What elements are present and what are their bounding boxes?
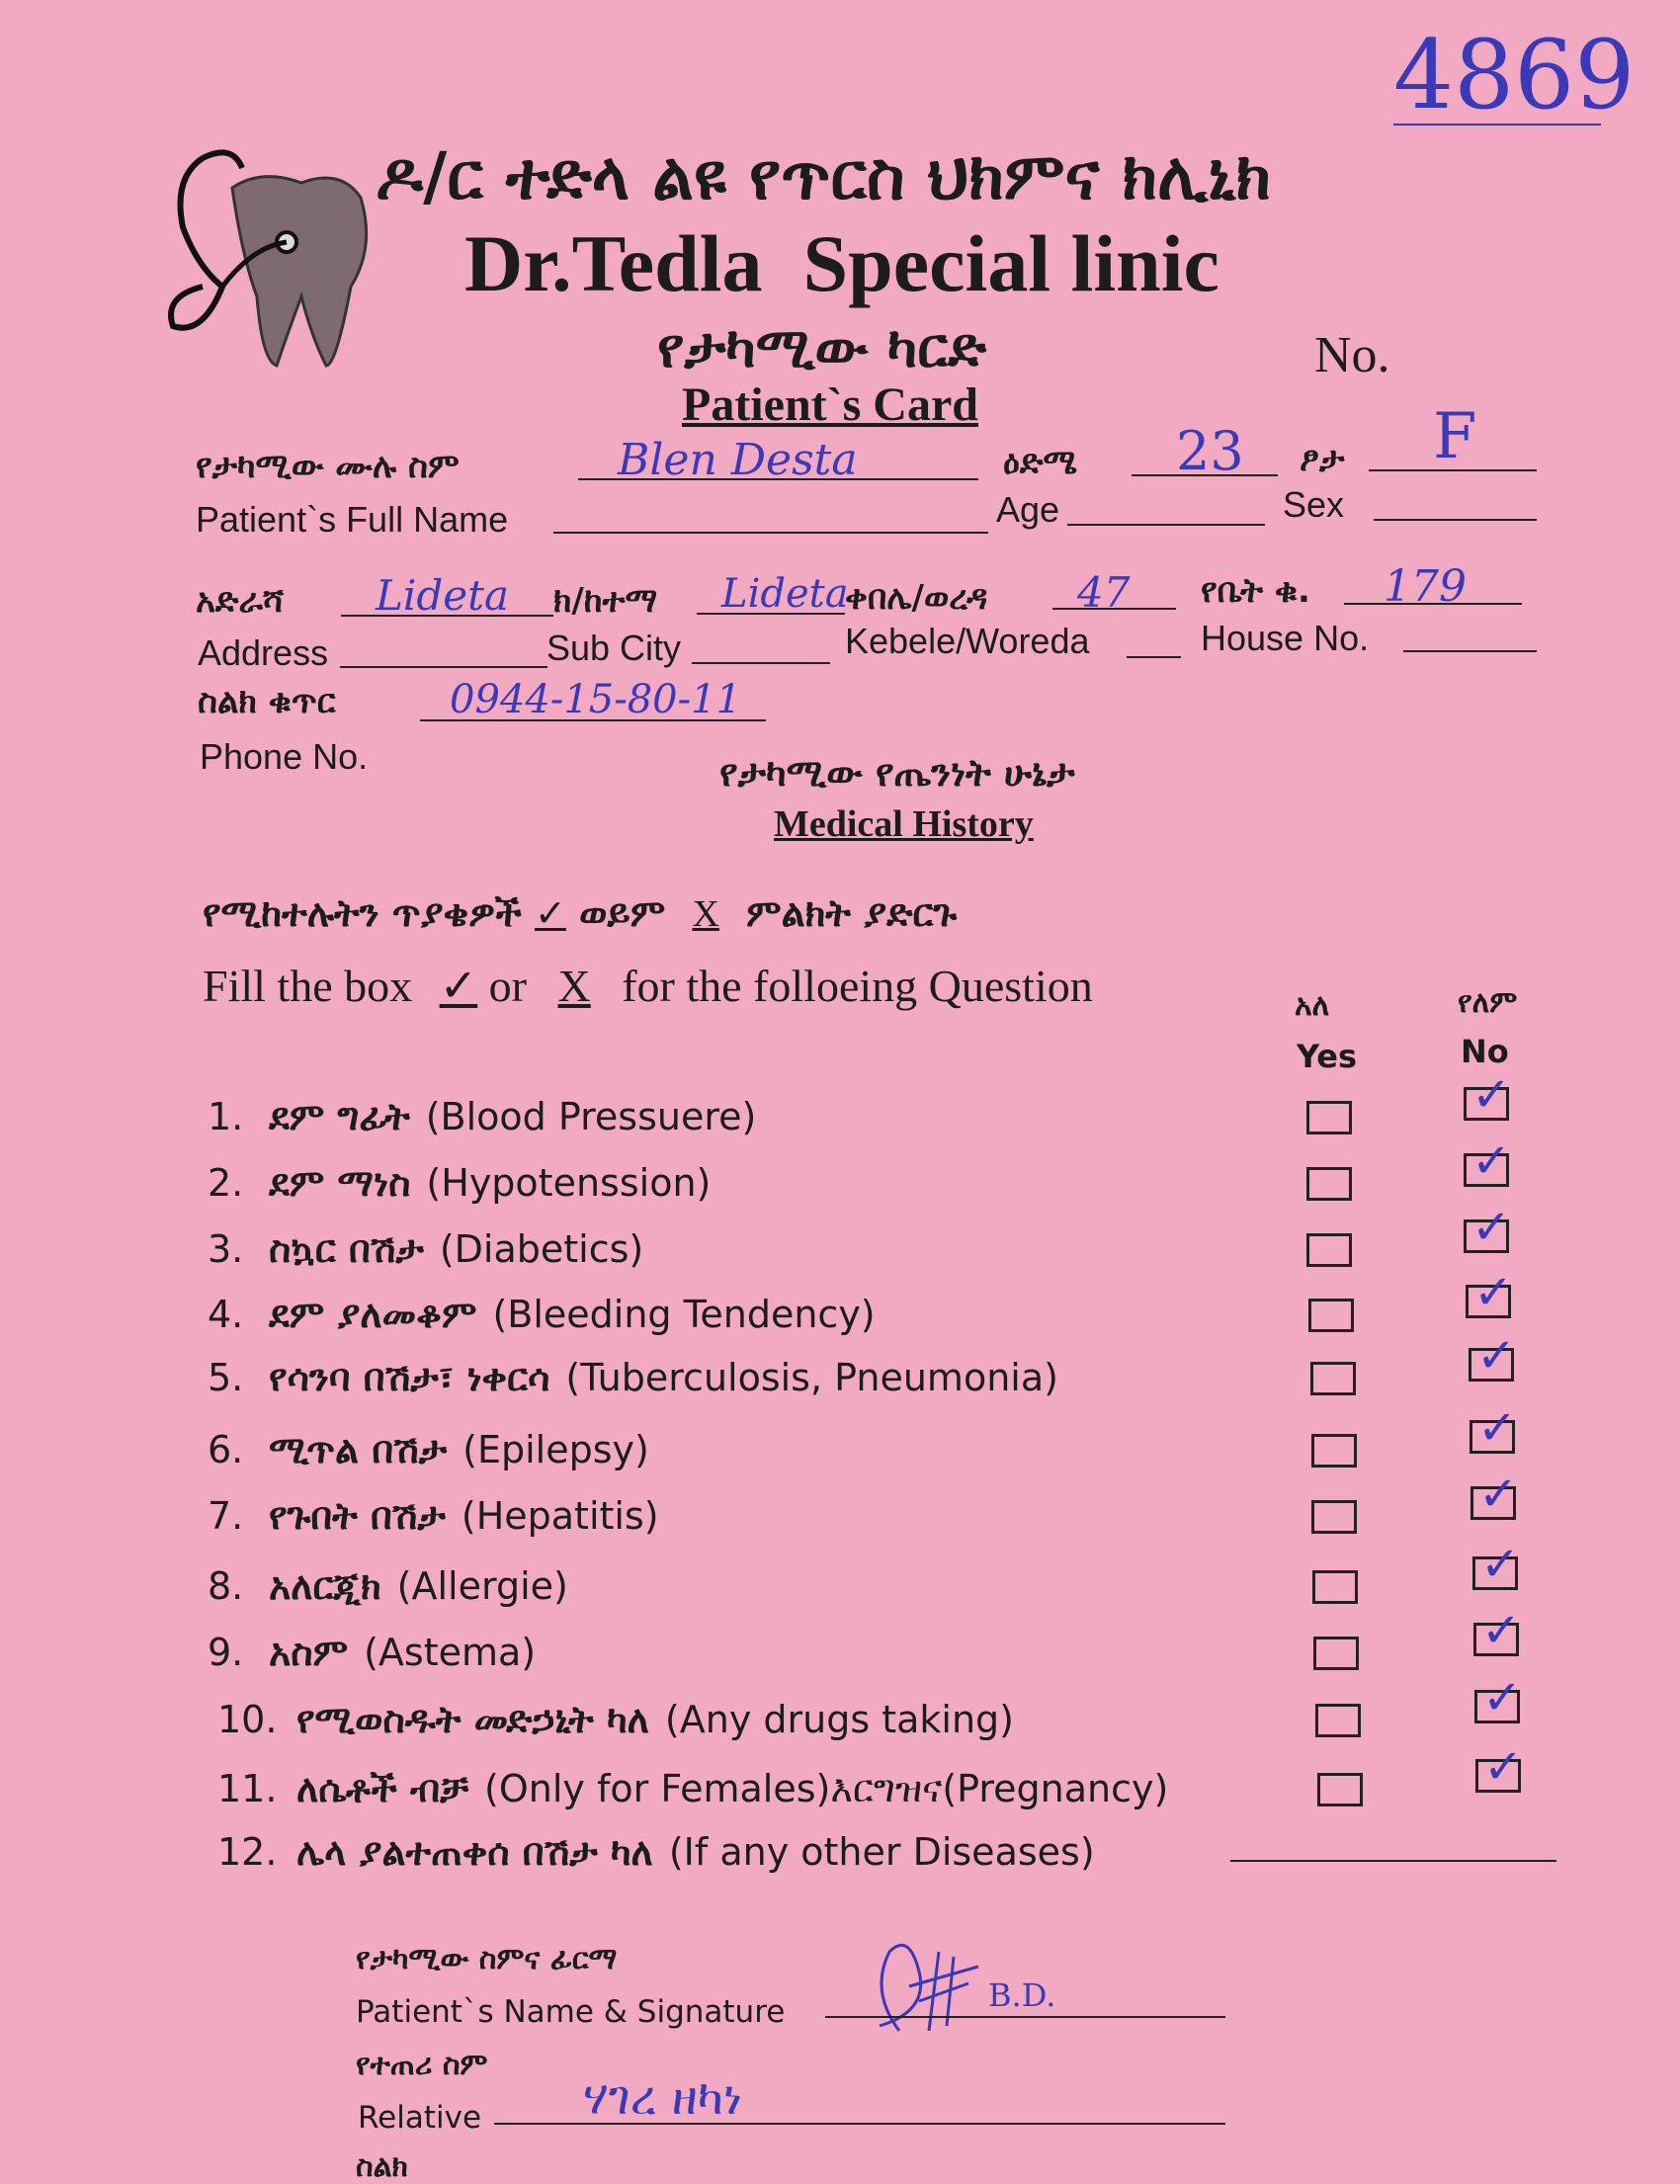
phone-label-am: ስልክ ቁጥር	[198, 682, 336, 721]
question-2	[208, 1161, 711, 1206]
subcity-label-am: ክ/ከተማ	[553, 581, 658, 621]
question-number: 8.	[208, 1564, 244, 1608]
form-number: 4869	[1393, 20, 1636, 130]
question-amharic: የጉበት በሽታ	[269, 1494, 446, 1538]
phone-label-en: Phone No.	[200, 736, 369, 777]
medical-history-title-en: Medical History	[774, 803, 1034, 845]
subcity-line-en	[692, 662, 830, 664]
question-english: (Diabetics)	[439, 1227, 644, 1271]
question-english: (Hypotenssion)	[426, 1161, 712, 1205]
question-amharic: ደም ማነስ	[269, 1161, 411, 1205]
tooth-stethoscope-logo	[163, 138, 376, 376]
house-label-en: House No.	[1201, 618, 1370, 658]
question-amharic: ሚጥል በሽታ	[269, 1428, 448, 1471]
clinic-name-english: Dr.Tedla Special linic	[464, 218, 1219, 308]
yes-checkbox-4[interactable]	[1308, 1299, 1354, 1332]
relative-label-en: Relative	[358, 2100, 482, 2136]
question-number: 3.	[208, 1227, 244, 1271]
question-english: (Astema)	[364, 1631, 537, 1674]
instruction-am-part2: ወይም	[579, 891, 666, 935]
yes-checkbox-6[interactable]	[1311, 1434, 1357, 1468]
subcity-value: Lideta	[721, 571, 849, 617]
full-name-line-en	[553, 532, 988, 534]
question-4	[208, 1293, 876, 1337]
answer-tick-11: ✓	[1483, 1739, 1524, 1795]
instruction-en-part1: Fill the box	[203, 961, 413, 1011]
answer-tick-1: ✓	[1471, 1067, 1512, 1123]
answer-tick-5: ✓	[1476, 1328, 1517, 1384]
question-english: (Allergie)	[396, 1564, 568, 1608]
question-11	[217, 1767, 1168, 1811]
yes-checkbox-8[interactable]	[1312, 1570, 1358, 1604]
subcity-line-am	[697, 613, 845, 615]
instruction-am-part1: የሚከተሉትን ጥያቄዎች	[203, 891, 522, 935]
full-name-label-am: የታካሚው ሙሉ ስም	[196, 447, 460, 486]
clinic-name-amharic: ዶ/ር ተድላ ልዩ የጥርስ ህክምና ክሊኒክ	[376, 138, 1272, 214]
x-mark-symbol: X	[692, 893, 719, 935]
yes-checkbox-5[interactable]	[1310, 1362, 1356, 1395]
question-7	[208, 1494, 659, 1539]
instruction-am-part3: ምልክት ያድርጉ	[746, 891, 958, 935]
kebele-label-am: ቀበሌ/ወረዳ	[845, 578, 988, 618]
sex-line-en	[1374, 519, 1537, 521]
yes-checkbox-7[interactable]	[1311, 1500, 1357, 1534]
phone-line	[420, 719, 766, 721]
question-english: (Hepatitis)	[461, 1494, 659, 1538]
yes-checkbox-10[interactable]	[1315, 1704, 1361, 1737]
question-number: 1.	[208, 1095, 244, 1138]
question-amharic: ስኳር በሽታ	[269, 1227, 424, 1271]
question-number: 7.	[208, 1494, 244, 1538]
question-9	[208, 1631, 536, 1675]
phone-value: 0944-15-80-11	[450, 677, 742, 722]
age-value: 23	[1176, 420, 1244, 482]
yes-header-en: Yes	[1297, 1038, 1357, 1075]
address-line-am	[341, 615, 553, 617]
relative-value: ሃገረ ዘካነ	[583, 2070, 743, 2126]
kebele-line-en	[1127, 656, 1181, 658]
answer-tick-3: ✓	[1471, 1200, 1512, 1255]
question-1	[208, 1095, 756, 1139]
house-value: 179	[1384, 561, 1467, 612]
question-5	[208, 1356, 1058, 1400]
yes-checkbox-9[interactable]	[1313, 1637, 1359, 1670]
footer-phone-label-am: ስልክ	[356, 2149, 408, 2184]
answer-tick-7: ✓	[1478, 1467, 1519, 1522]
yes-checkbox-3[interactable]	[1306, 1233, 1352, 1267]
yes-checkbox-2[interactable]	[1306, 1167, 1352, 1201]
answer-tick-2: ✓	[1471, 1134, 1512, 1189]
question-12-english: (If any other Diseases)	[668, 1830, 1095, 1874]
answer-tick-8: ✓	[1480, 1537, 1521, 1592]
signature-line[interactable]	[825, 2016, 1225, 2018]
instruction-en-part3: for the folloeing Question	[622, 961, 1093, 1011]
card-title-english: Patient`s Card	[682, 378, 978, 431]
sex-label-en: Sex	[1283, 484, 1345, 525]
question-amharic: የሚወስዱት መድኃኒት ካለ	[296, 1698, 649, 1741]
question-number: 11.	[217, 1767, 278, 1810]
answer-tick-10: ✓	[1482, 1670, 1523, 1725]
x-mark-symbol-en: X	[557, 961, 591, 1011]
sex-value: F	[1433, 400, 1477, 473]
house-label-am: የቤት ቁ.	[1201, 571, 1310, 611]
address-label-am: አድራሻ	[196, 581, 285, 621]
question-english: (Bleeding Tendency)	[492, 1293, 876, 1336]
question-english: (Epilepsy)	[462, 1428, 649, 1471]
question-english: (Blood Pressuere)	[425, 1095, 757, 1138]
kebele-value: 47	[1077, 568, 1131, 617]
question-10	[217, 1698, 1014, 1742]
instruction-amharic	[203, 891, 957, 936]
signature-label-am: የታካሚው ስምና ፊርማ	[356, 1942, 618, 1976]
question-8	[208, 1564, 568, 1609]
signature-label-en: Patient`s Name & Signature	[356, 1994, 786, 2030]
relative-label-am: የተጠሪ ስም	[356, 2048, 488, 2082]
question-amharic: ደም ያለመቆም	[269, 1293, 477, 1336]
age-line-am	[1132, 474, 1278, 476]
question-number: 10.	[217, 1698, 278, 1741]
sex-label-am: ፆታ	[1300, 440, 1345, 479]
signature-value: B.D.	[988, 1976, 1056, 2014]
question-number: 9.	[208, 1631, 244, 1674]
instruction-english	[203, 959, 1093, 1012]
subcity-label-en: Sub City	[546, 628, 682, 668]
signature-scribble	[860, 1932, 998, 2041]
yes-checkbox-11[interactable]	[1317, 1773, 1363, 1806]
form-number-underline	[1393, 124, 1601, 126]
question-number: 4.	[208, 1293, 244, 1336]
question-amharic: ለሴቶች ብቻ	[296, 1767, 469, 1810]
kebele-line-am	[1052, 608, 1176, 610]
answer-tick-9: ✓	[1481, 1603, 1522, 1658]
instruction-en-part2: or	[488, 961, 527, 1011]
no-header-am: የለም	[1458, 985, 1518, 1020]
no-header-en: No	[1461, 1033, 1509, 1070]
age-label-en: Age	[996, 489, 1060, 530]
full-name-label-en: Patient`s Full Name	[196, 499, 509, 540]
question-number: 6.	[208, 1428, 244, 1471]
card-number-label: No.	[1314, 327, 1390, 383]
kebele-label-en: Kebele/Woreda	[845, 621, 1090, 661]
age-label-am: ዕድሜ	[1003, 443, 1077, 482]
check-mark-symbol-en: ✓	[439, 961, 478, 1011]
question-number: 2.	[208, 1161, 244, 1205]
check-mark-symbol: ✓	[535, 891, 566, 935]
question-amharic: የሳንባ በሽታ፣ ነቀርሳ	[269, 1356, 550, 1399]
question-12-number: 12.	[217, 1830, 278, 1874]
question-number: 5.	[208, 1356, 244, 1399]
full-name-value: Blen Desta	[618, 435, 858, 485]
card-title-amharic: የታካሚው ካርድ	[657, 316, 986, 380]
question-english: (Only for Females)እርግዝና(Pregnancy)	[484, 1767, 1169, 1810]
question-3	[208, 1227, 643, 1272]
question-english: (Any drugs taking)	[664, 1698, 1014, 1741]
question-12-line[interactable]	[1230, 1860, 1556, 1862]
question-english: (Tuberculosis, Pneumonia)	[565, 1356, 1058, 1399]
yes-checkbox-1[interactable]	[1306, 1101, 1352, 1134]
house-line-am	[1344, 603, 1522, 605]
medical-history-title-am: የታካሚው የጤንነት ሁኔታ	[719, 751, 1075, 795]
answer-tick-6: ✓	[1477, 1400, 1518, 1456]
age-line-en	[1067, 524, 1265, 526]
house-line-en	[1403, 650, 1537, 652]
question-amharic: አስም	[269, 1631, 349, 1674]
question-12	[217, 1830, 1095, 1875]
full-name-line-am	[578, 478, 978, 480]
address-label-en: Address	[198, 632, 329, 673]
address-line-en	[340, 666, 547, 668]
question-12-amharic: ሌላ ያልተጠቀሰ በሽታ ካለ	[296, 1830, 653, 1874]
question-6	[208, 1428, 649, 1472]
address-value: Lideta	[376, 571, 509, 620]
relative-line[interactable]	[494, 2123, 1225, 2125]
answer-tick-4: ✓	[1473, 1265, 1514, 1320]
sex-line-am	[1369, 469, 1537, 471]
question-amharic: ደም ግፊት	[269, 1095, 410, 1138]
question-amharic: አለርጂክ	[269, 1564, 381, 1608]
yes-header-am: አለ	[1295, 988, 1330, 1023]
